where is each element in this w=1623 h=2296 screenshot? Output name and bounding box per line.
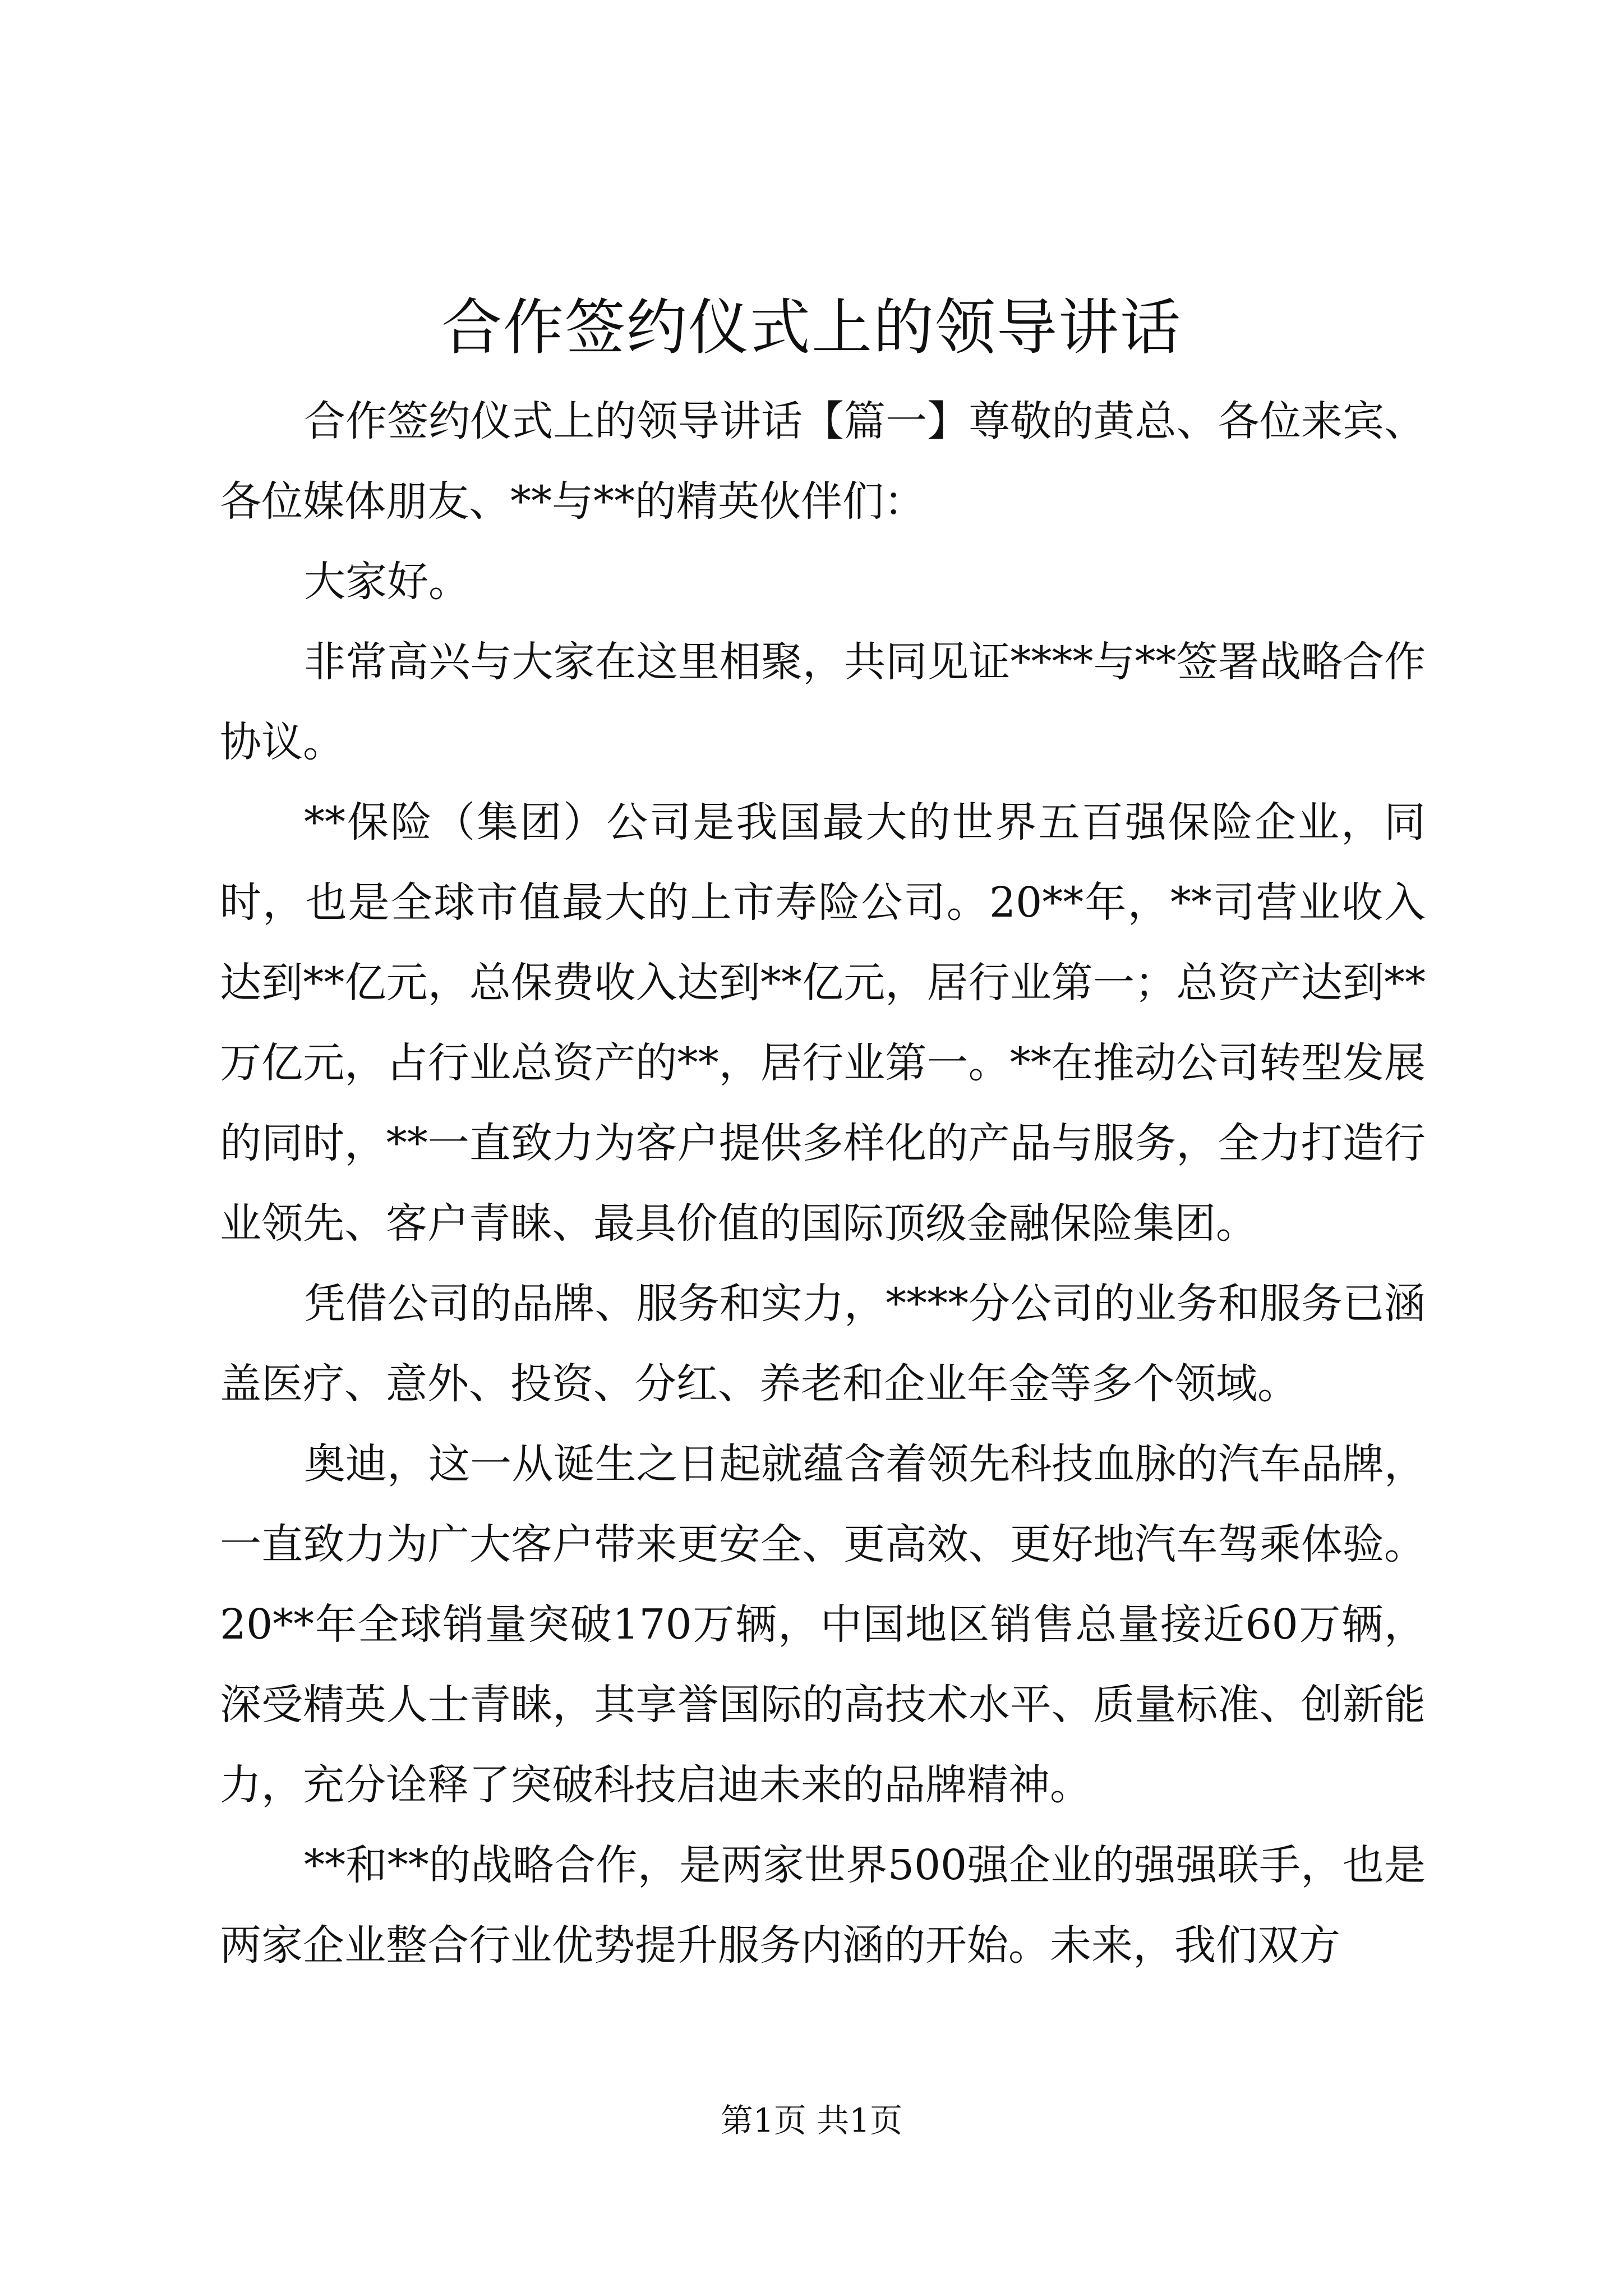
paragraph-insurance-company: **保险（集团）公司是我国最大的世界五百强保险企业，同时，也是全球市值最大的上市寿险公司。20**年，**司营业收入达到**亿元，总保费收入达到**亿元，居行业第一；总资产达到**万亿元，占行业总资产的**，居行业第一。**在推动公司转型发展的同时，**一直致力为客户提供多样化的产品与服务，全力打造行业领先、客户青睐、最具价值的国际顶级金融保险集团。 [220, 798, 1426, 1248]
document-body [220, 381, 1426, 1986]
paragraph-audi-brand: 奥迪，这一从诞生之日起就蕴含着领先科技血脉的汽车品牌，一直致力为广大客户带来更安全、更高效、更好地汽车驾乘体验。20**年全球销量突破170万辆，中国地区销售总量接近60万辆，深受精英人士青睐，其享誉国际的高技术水平、质量标准、创新能力，充分诠释了突破科技启迪未来的品牌精神。 [220, 1440, 1426, 1809]
document-title: 合作签约仪式上的领导讲话 [441, 293, 1182, 363]
page-number-footer: 第1页 共1页 [720, 2101, 903, 2139]
paragraph-witness-signing: 非常高兴与大家在这里相聚，共同见证****与**签署战略合作协议。 [220, 638, 1426, 766]
paragraph-branch-business: 凭借公司的品牌、服务和实力，****分公司的业务和服务已涵盖医疗、意外、投资、分红、养老和企业年金等多个领域。 [220, 1280, 1426, 1408]
paragraph-strategic-cooperation: **和**的战略合作，是两家世界500强企业的强强联手，也是两家企业整合行业优势提升服务内涵的开始。未来，我们双方 [220, 1841, 1426, 1970]
paragraph-greeting: 大家好。 [304, 558, 470, 606]
paragraph-opening-salutation: 合作签约仪式上的领导讲话【篇一】尊敬的黄总、各位来宾、各位媒体朋友、**与**的精英伙伴们： [220, 397, 1426, 526]
